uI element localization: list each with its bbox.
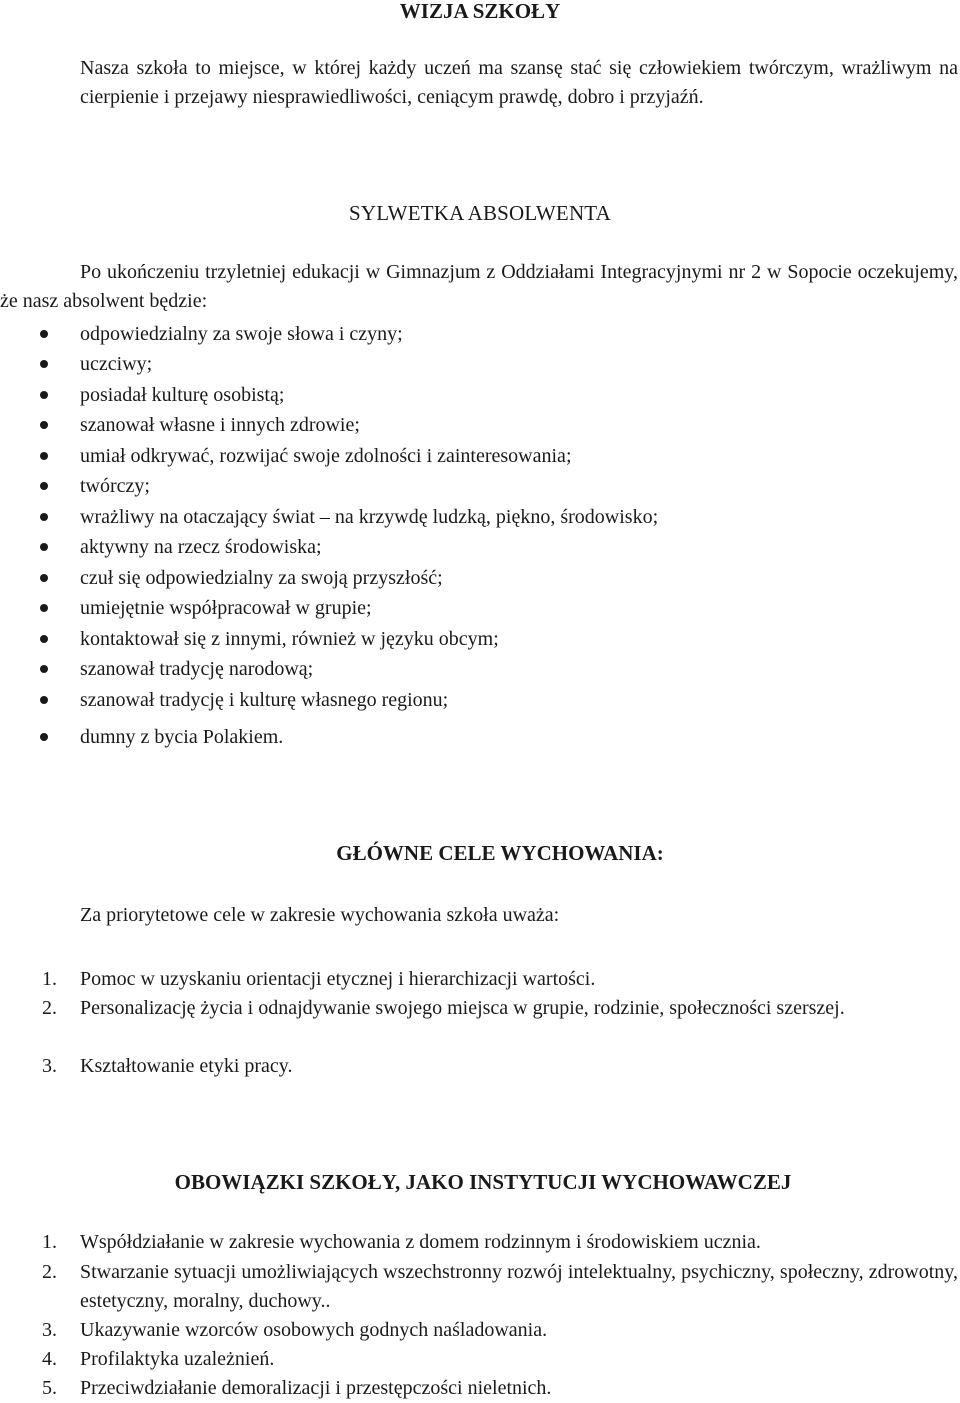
bullet-icon [40, 452, 48, 460]
list-item: kontaktował się z innymi, również w języku obcym; [0, 625, 958, 654]
bullet-icon [40, 604, 48, 612]
list-item: dumny z bycia Polakiem. [0, 723, 958, 752]
list-item: 2. Stwarzanie sytuacji umożliwiających wszechstronny rozwój intelektualny, psychiczny, społeczny, zdrowotny, estetyczny, moralny, duchowy.. [42, 1261, 958, 1312]
list-item: 1. Współdziałanie w zakresie wychowania z domem rodzinnym i środowiskiem ucznia. [42, 1231, 761, 1253]
list-item: 3. Ukazywanie wzorców osobowych godnych naśladowania. [42, 1319, 548, 1341]
list-item: 5. Przeciwdziałanie demoralizacji i przestępczości nieletnich. [42, 1377, 552, 1399]
bullet-icon [40, 513, 48, 521]
list-item: 4. Profilaktyka uzależnień. [42, 1348, 275, 1370]
list-item: uczciwy; [0, 350, 958, 379]
bullet-icon [40, 635, 48, 643]
list-item: twórczy; [0, 472, 958, 501]
list-item: szanował tradycję narodową; [0, 655, 958, 684]
list-item: wrażliwy na otaczający świat – na krzywdę ludzką, piękno, środowisko; [0, 503, 958, 532]
list-item: 2. Personalizację życia i odnajdywanie swojego miejsca w grupie, rodzinie, społeczności szerszej. [42, 997, 845, 1019]
list-item: aktywny na rzecz środowiska; [0, 533, 958, 562]
bullet-icon [40, 574, 48, 582]
duties-title: OBOWIĄZKI SZKOŁY, JAKO INSTYTUCJI WYCHOWAWCZEJ [174, 1170, 792, 1194]
goals-intro: Za priorytetowe cele w zakresie wychowania szkoła uważa: [80, 904, 560, 926]
bullet-icon [40, 421, 48, 429]
bullet-icon [40, 330, 48, 338]
list-item: szanował własne i innych zdrowie; [0, 411, 958, 440]
list-item: 1. Pomoc w uzyskaniu orientacji etycznej i hierarchizacji wartości. [42, 968, 596, 990]
graduate-intro: Po ukończeniu trzyletniej edukacji w Gimnazjum z Oddziałami Integracyjnymi nr 2 w Sopocie oczekujemy, że nasz absolwent będzie: [0, 261, 958, 312]
list-item: szanował tradycję i kulturę własnego regionu; [0, 686, 958, 715]
vision-title: WIZJA SZKOŁY [399, 0, 561, 23]
list-item: umiejętnie współpracował w grupie; [0, 594, 958, 623]
bullet-icon [40, 360, 48, 368]
vision-text: Nasza szkoła to miejsce, w której każdy uczeń ma szansę stać się człowiekiem twórczym, wrażliwym na cierpienie i przejawy niesprawiedliwości, ceniącym prawdę, dobro i przyjaźń. [80, 57, 958, 108]
bullet-icon [40, 543, 48, 551]
goals-title: GŁÓWNE CELE WYCHOWANIA: [336, 841, 664, 865]
list-item: posiadał kulturę osobistą; [0, 381, 958, 410]
bullet-icon [40, 696, 48, 704]
bullet-icon [40, 733, 48, 741]
graduate-title: SYLWETKA ABSOLWENTA [348, 201, 612, 225]
bullet-icon [40, 391, 48, 399]
list-item: odpowiedzialny za swoje słowa i czyny; [0, 320, 958, 349]
list-item: 3. Kształtowanie etyki pracy. [42, 1055, 293, 1077]
bullet-icon [40, 665, 48, 673]
list-item: czuł się odpowiedzialny za swoją przyszłość; [0, 564, 958, 593]
list-item: umiał odkrywać, rozwijać swoje zdolności i zainteresowania; [0, 442, 958, 471]
bullet-icon [40, 482, 48, 490]
